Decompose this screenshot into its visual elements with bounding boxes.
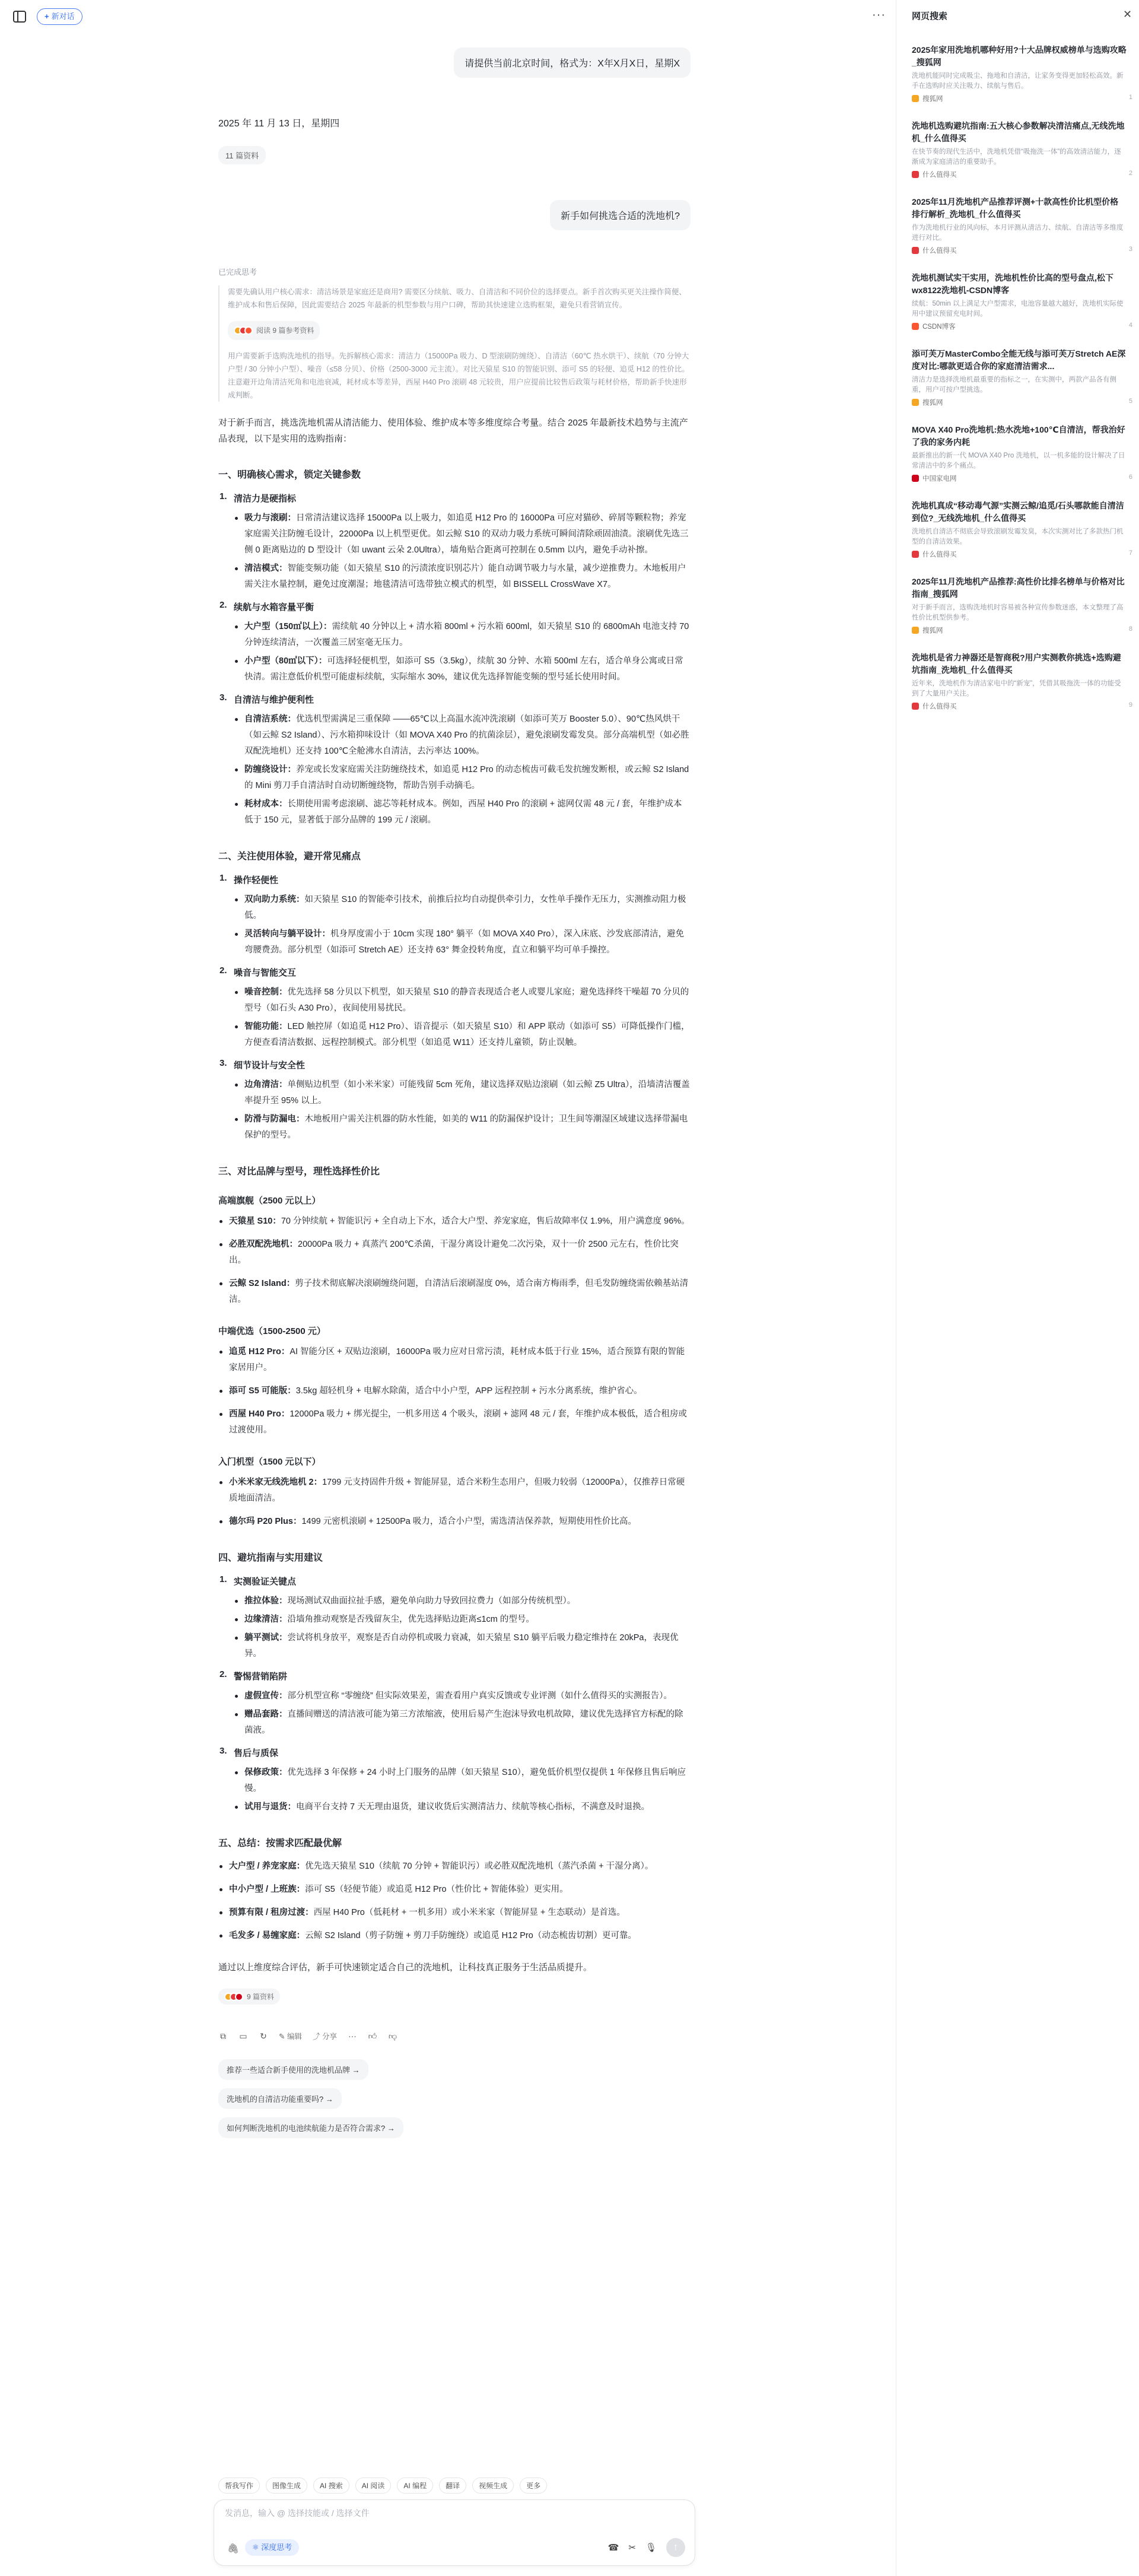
list-item [218,1383,691,1399]
item-text: 日常清洁建议选择 15000Pa 以上吸力，如追觅 H12 Pro 的 16000Pa 可应对猫砂、碎屑等颗粒物；养宠家庭需关注防缠毛设计，22000Pa 以上机型更优。如云鲸 S10 的双动力吸力系统可瞬间清除顽固油渍。滚刷优先选三侧 0 距离贴边的 D 型设计（如 uwant 云朵 2.0Ultra），墙角贴合距离可控制在 0.5mm 以内，避免手动补擦。 [244,513,689,555]
bullet-list [234,1765,691,1815]
result-source [912,170,1132,179]
result-index: 9 [1128,701,1132,709]
result-source [912,549,1132,559]
item-text: 木地板用户需关注机器的防水性能，如美的 W11 的防漏保护设计；卫生间等潮湿区域建议选择带漏电保护的型号。 [244,1114,688,1140]
bullet-list [234,984,691,1051]
result-snippet: 洗地机自清洁不彻底会导致滚刷发霉发臭，本次实测对比了多款热门机型的自清洁效果。 [912,528,1124,545]
numbered-item [218,1058,691,1144]
list-item [234,984,691,1017]
list-item [218,1859,691,1875]
source-name: 搜狐网 [922,96,943,103]
item-key: 保修政策： [244,1768,288,1777]
user-bubble: 请提供当前北京时间，格式为：X年X月X日，星期X [454,47,691,78]
bullet-list [234,1593,691,1662]
answer-closing: 通过以上维度综合评估，新手可快速锁定适合自己的洗地机，让科技真正服务于生活品质提升。 [218,1962,593,1973]
item-text: 直播间赠送的清洁液可能为第三方浓缩液，使用后易产生泡沫导致电机故障，建议优先选择官方标配的除菌液。 [244,1710,683,1735]
item-text: AI 智能分区 + 双贴边滚刷，16000Pa 吸力应对日常污渍，耗材成本低于行业 15%，适合预算有限的智能家居用户。 [229,1347,685,1373]
item-text: 剪子技术彻底解决滚刷缠绕问题，自清洁后滚刷湿度 0%，适合南方梅雨季，但毛发防缠绕需依赖基站清洁。 [229,1279,689,1304]
section-heading: 二、关注使用体验，避开常见痛点 [218,852,361,862]
list-item [234,561,691,593]
user-message [218,200,691,230]
result-index: 7 [1128,549,1132,557]
skill-button[interactable]: 图像生成 [266,2477,307,2494]
result-source [912,94,1132,103]
sidebar-toggle-icon[interactable] [13,11,26,23]
assistant-answer: 2025 年 11 月 13 日，星期四 [218,119,340,129]
list-item [218,1905,691,1921]
source-logos [234,326,253,335]
item-text: 3.5kg 超轻机身 + 电解水除菌，适合中小户型，APP 远程控制 + 污水分离系统，维护省心。 [295,1386,642,1396]
item-key: 天猿星 S10： [229,1216,281,1226]
result-index: 6 [1128,474,1132,481]
source-name: 搜狐网 [922,399,943,406]
list-item [218,1475,691,1507]
item-text: 可选择轻便机型，如添可 S5（3.5kg），续航 30 分钟、水箱 500ml 左右，适合单身公寓或日常快清。需注意低价机型可能虚标续航，实际缩水 30%，建议优先选择智能变频的型号延长使用时间。 [244,656,683,682]
result-title[interactable]: 洗地机是省力神器还是智商税?用户实测教你挑选+选购避坑指南_洗地机_什么值得买 [912,653,1121,675]
list-item [234,1630,691,1662]
item-title: 操作轻便性 [234,875,279,885]
list-item [234,1593,691,1609]
result-index: 1 [1128,94,1132,101]
item-text: 部分机型宣称 “零缠绕” 但实际效果差，需查看用户真实反馈或专业评测（如什么值得买的实测报告）。 [287,1691,672,1701]
microphone-icon[interactable]: 🎙︎ [645,2543,657,2553]
item-text: 长期使用需考虑滚刷、滤芯等耗材成本。例如，西屋 H40 Pro 的滚刷 + 滤网仅需 48 元 / 套，年维护成本低于 150 元，显著低于部分品牌的 199 元 / 滚刷。 [244,799,682,825]
brain-icon: ⚛ [252,2543,262,2552]
numbered-list [218,1574,691,1815]
item-key: 试用与退货： [244,1802,296,1812]
result-source [912,701,1132,711]
item-number: 2. [219,600,227,610]
search-sources-pill[interactable]: 阅读 9 篇参考资料 [228,321,320,340]
search-results [912,44,1132,728]
list-item [234,712,691,760]
item-number: 1. [219,1574,227,1584]
source-logos [224,1993,243,2001]
bullet-list [234,712,691,828]
item-number: 2. [219,965,227,976]
result-title[interactable]: 洗地机测试实干实用，洗地机性价比高的型号盘点,松下wx8122洗地机-CSDN博客 [912,273,1113,295]
list-item [218,1882,691,1898]
list-item [234,1707,691,1739]
result-index: 5 [1128,398,1132,405]
list-item [234,796,691,828]
user-message [218,47,691,78]
plus-icon: + [44,12,49,21]
thinking-block [218,266,691,402]
list-item [234,1765,691,1797]
result-snippet: 最新推出的新一代 MOVA X40 Pro 洗地机，以一机多能的设计解决了日常清洁中的多个痛点。 [912,452,1125,469]
close-icon[interactable]: ✕ [1123,8,1132,20]
list-item [234,1077,691,1109]
item-text: 优先选择 58 分贝以下机型，如天猿星 S10 的静音表现适合老人或婴儿家庭；避免选择终干噪超 70 分贝的型号（如石头 A30 Pro），夜间使用易扰民。 [244,987,689,1013]
references-pill[interactable]: 11 篇资料 [218,146,266,164]
item-key: 自清洁系统： [244,714,296,724]
bullet-list [234,892,691,958]
item-text: 沿墙角推动观察是否残留灰尘，优先选择贴边距离≤1cm 的型号。 [287,1615,534,1624]
message-composer [214,2499,695,2566]
result-title[interactable]: 2025年11月洗地机产品推荐评测+十款高性价比机型价格排行解析_洗地机_什么值得买 [912,197,1119,219]
result-source [912,474,1132,483]
item-text: 12000Pa 吸力 + 绑光提尘，一机多用送 4 个吸头，滚刷 + 滤网 48 元 / 套，年维护成本极低，适合租房或过渡使用。 [229,1409,687,1435]
list-item [234,762,691,794]
list-item [218,1214,691,1230]
item-key: 清洁模式： [244,564,288,573]
result-title[interactable]: 添可芙万MasterCombo全能无线与添可芙万Stretch AE深度对比:哪款更适合你的家庭清洁需求... [912,349,1126,371]
composer-actions [608,2538,685,2557]
result-title[interactable]: 2025年家用洗地机哪种好用?十大品牌权威榜单与选购攻略_搜狐网 [912,45,1127,67]
item-key: 赠品套路： [244,1710,288,1719]
result-title[interactable]: 洗地机真成“移动毒气源”实测云鲸/追觅/石头哪款能自清洁到位?_无线洗地机_什么值得买 [912,501,1124,523]
section-heading: 四、避坑指南与实用建议 [218,1553,323,1563]
tier-list [218,1475,691,1530]
list-item [234,510,691,558]
item-number: 1. [219,491,227,501]
bullet-list [234,619,691,685]
bookmark-icon[interactable]: ▭ [239,2031,247,2041]
bullet-list [234,1077,691,1144]
item-number: 1. [219,873,227,883]
thumbs-up-icon[interactable]: 👍︎ [368,2031,377,2041]
follow-up-pill[interactable]: 如何判断洗地机的电池续航能力是否符合需求? → [218,2117,403,2138]
item-key: 添可 S5 可能版： [229,1386,296,1396]
list-item [234,926,691,958]
edit-icon: ✎ [279,2032,287,2041]
thinking-paragraph: 需要先确认用户核心需求：清洁场景是家庭还是商用? 需要区分续航、吸力、自清洁和不同价位的选择要点。新手首次购买更关注操作简便、维护成本和售后保障，因此需要结合 2025 年最新的机型参数与用户口碑，帮助其快速建立选购框架，避免只看营销宣传。 [228,288,686,309]
bullet-list [234,1688,691,1739]
list-item [234,1019,691,1051]
item-text: 智能变频功能（如天猿星 S10 的污渍浓度识别芯片）能自动调节吸力与水量，减少逆推费力。木地板用户需关注水量控制，避免过度潮湿；地毯清洁可选带独立模式的机型，如 BISSELL CrossWave X7。 [244,564,686,589]
skill-button[interactable]: AI 搜索 [313,2477,349,2494]
item-title: 实测验证关键点 [234,1577,297,1587]
new-chat-button[interactable]: + 新对话 [37,8,82,25]
result-index: 4 [1128,322,1132,329]
source-name: 中国家电网 [922,475,957,482]
numbered-list [218,873,691,1144]
deep-think-button[interactable]: ⚛ 深度思考 [245,2539,299,2556]
result-index: 3 [1128,246,1132,253]
user-bubble: 新手如何挑选合适的洗地机? [550,200,691,230]
numbered-item [218,1574,691,1662]
result-title[interactable]: 洗地机选购避坑指南:五大核心参数解决清洁痛点,无线洗地机_什么值得买 [912,121,1125,143]
list-item [234,1111,691,1144]
result-snippet: 在快节奏的现代生活中，洗地机凭借“吸拖洗一体”的高效清洁能力，逐渐成为家庭清洁的重要助手。 [912,148,1121,166]
list-item [218,1406,691,1438]
result-source [912,398,1132,407]
summary-list [218,1859,691,1944]
item-key: 噪音控制： [244,987,288,997]
source-logo-icon [912,323,919,330]
numbered-item [218,693,691,828]
item-title: 续航与水箱容量平衡 [234,602,314,612]
item-number: 3. [219,1746,227,1756]
answer-intro: 对于新手而言，挑选洗地机需从清洁能力、使用体验、维护成本等多维度综合考量。结合 2025 年最新技术趋势与主流产品表现，以下是实用的选购指南： [218,418,688,444]
web-search-panel [896,0,1139,2576]
search-result[interactable] [912,120,1132,179]
list-item [218,1514,691,1530]
list-item [234,892,691,924]
source-name: 什么值得买 [922,703,957,710]
search-result[interactable] [912,196,1132,255]
result-source [912,322,1132,331]
attach-icon[interactable]: 🖇︎ [227,2544,240,2554]
result-snippet: 洗地机能同时完成吸尘、拖地和自清洁，让家务变得更加轻松高效。新手在选购时应关注吸力、续航与售后。 [912,72,1124,90]
search-result[interactable] [912,652,1132,711]
item-key: 躺平测试： [244,1633,288,1643]
item-key: 防滑与防漏电： [244,1114,305,1124]
item-number: 3. [219,693,227,703]
search-result[interactable] [912,424,1132,483]
source-logo-icon [912,627,919,634]
item-key: 云鲸 S2 Island： [229,1279,295,1288]
item-text: 机身厚度需小于 10cm 实现 180° 躺平（如 MOVA X40 Pro），深入床底、沙发底部清洁，避免弯腰费劲。部分机型（如添可 Stretch AE）还支持 63° 舞金投转角度，直立和躺平均可单手操控。 [244,929,685,955]
item-text: 优先选天猿星 S10（续航 70 分钟 + 智能识污）或必胜双配洗地机（蒸汽杀菌 + 干湿分离）。 [305,1862,654,1871]
phone-call-icon[interactable]: ☎︎ [607,2543,619,2553]
item-text: 单侧贴边机型（如小米米家）可能残留 5cm 死角，建议选择双贴边滚刷（如云鲸 Z5 Ultra），沿墙清洁覆盖率提升至 95% 以上。 [244,1080,690,1106]
chat-thread [218,36,691,2146]
bullet-list [234,510,691,593]
numbered-item [218,1746,691,1815]
follow-up-pill[interactable]: 洗地机的自清洁功能重要吗? → [218,2088,342,2109]
result-index: 2 [1128,170,1132,177]
source-logo-icon [912,247,919,254]
top-bar [0,0,896,34]
list-item [218,1237,691,1269]
item-key: 预算有限 / 租房过渡： [229,1908,314,1917]
more-icon[interactable]: ··· [348,2031,357,2041]
item-number: 2. [219,1669,227,1679]
more-options-icon[interactable]: ··· [872,8,886,21]
message-actions [218,2031,691,2041]
thinking-paragraph: 用户需要新手选购洗地机的指导。先拆解核心需求：清洁力（15000Pa 吸力、D 型滚刷防缠绕）、自清洁（60℃ 热水烘干）、续航（70 分钟大户型 / 30 分钟小户型）、噪音（≤58 分贝）、价格（2500-3000 元主流）。对比天猿星 S10 的智能识别、添可 S5 的轻便、追觅 H12 的性价比。注意避开边角清洁死角和电池衰减，耗材成本等差异，西屋 H40 Pro 滚刷 48 元较贵，用户应提前比较售后政策与耗材价格，帮助新手快速形成判断。 [228,352,689,399]
list-item [218,1276,691,1308]
item-text: LED 触控屏（如追觅 H12 Pro）、语音提示（如天猿星 S10）和 APP 联动（如添可 S5）可降低操作门槛，方便查看清洁数据、远程控制模式。部分机型（如追觅 W11）还支持儿童锁，防止误触。 [244,1022,690,1047]
item-key: 智能功能： [244,1022,288,1031]
send-button[interactable]: ↑ [666,2538,685,2557]
search-result[interactable] [912,348,1132,407]
tier-list [218,1344,691,1438]
item-key: 必胜双配洗地机： [229,1240,298,1249]
item-key: 双向助力系统： [244,895,305,904]
thumbs-down-icon[interactable]: 👎︎ [388,2031,397,2041]
result-snippet: 作为洗地机行业的风向标，本月评测从清洁力、续航、自清洁等多维度进行对比。 [912,224,1124,242]
numbered-item [218,873,691,958]
source-name: CSDN博客 [922,323,956,331]
item-key: 小米米家无线洗地机 2： [229,1478,323,1487]
source-logo-icon [912,171,919,178]
share-button[interactable]: ⤴ 分享 [312,2032,337,2041]
copy-icon[interactable]: ⧉ [220,2031,226,2041]
item-text: 70 分钟续航 + 智能识污 + 全自动上下水，适合大户型、养宠家庭，售后故障率仅 1.9%，用户满意度 96%。 [281,1216,690,1226]
item-text: 尝试将机身放平，观察是否自动停机或吸力衰减，如天猿星 S10 躺平后吸力稳定维持在 20kPa，表现优异。 [244,1633,679,1659]
item-key: 虚假宣传： [244,1691,288,1701]
result-source [912,246,1132,255]
item-text: 1799 元支持固件升级 + 智能屏显，适合米粉生态用户，但吸力较弱（12000Pa），仅推荐日常硬质地面清洁。 [229,1478,685,1503]
source-name: 什么值得买 [922,171,957,179]
item-text: 添可 S5（轻便节能）或追觅 H12 Pro（性价比 + 智能体验）更实用。 [305,1885,568,1894]
result-snippet: 对于新手而言，选购洗地机时容易被各种宣传参数迷惑，本文整理了高性价比机型供参考。 [912,604,1124,621]
item-title: 售后与质保 [234,1748,279,1758]
follow-up-suggestions [218,2059,691,2138]
item-key: 西屋 H40 Pro： [229,1409,290,1419]
result-snippet: 续航：50min 以上满足大户型需求，电池容量越大越好，洗地机实际使用中建议预留充电时间。 [912,300,1124,317]
item-key: 防缠绕设计： [244,765,296,774]
search-result[interactable] [912,272,1132,331]
item-title: 自清洁与维护便利性 [234,695,314,705]
item-number: 3. [219,1058,227,1068]
skill-button[interactable]: 视频生成 [472,2477,514,2494]
list-item [218,1344,691,1376]
item-text: 西屋 H40 Pro（低耗材 + 一机多用）或小米米家（智能屏显 + 生态联动）是首选。 [313,1908,625,1917]
section-heading: 三、对比品牌与型号，理性选择性价比 [218,1167,380,1177]
brand-tiers [218,1194,691,1530]
list-item [234,619,691,651]
thinking-toggle[interactable]: 已完成思考 [218,268,257,277]
item-text: 20000Pa 吸力 + 真蒸汽 200℃杀菌，干湿分离设计避免二次污染，双十一价 2500 元左右，性价比突出。 [229,1240,679,1265]
item-key: 追觅 H12 Pro： [229,1347,290,1357]
item-text: 需续航 40 分钟以上 + 清水箱 800ml + 污水箱 600ml，如天猿星 S10 的 6800mAh 电池支持 70 分钟连续清洁，一次覆盖三居室毫无压力。 [244,622,689,647]
edit-button[interactable]: ✎ 编辑 [279,2032,302,2041]
source-name: 什么值得买 [922,551,957,558]
share-icon: ⤴ [312,2032,322,2041]
source-logo-icon [912,475,919,482]
search-result[interactable] [912,576,1132,635]
search-result[interactable] [912,500,1132,559]
tier-title: 中端优选（1500-2500 元） [218,1326,326,1336]
follow-up-pill[interactable]: 推荐一些适合新手使用的洗地机品牌 → [218,2059,368,2080]
item-text: 优选机型需满足三重保障 ——65℃以上高温水流冲洗滚刷（如添可芙万 Booster 5.0）、90℃热风烘干（如云鲸 S2 Island）、污水箱抑味设计（如 MOVA X40 Pro 的抗菌涂层），避免滚刷发霉发臭。部分高端机型（如必胜双配洗地机）还支持 100℃全舱沸水自清洁，去污率达 100%。 [244,714,689,756]
tier-title: 入门机型（1500 元以下） [218,1457,321,1467]
item-key: 耗材成本： [244,799,288,809]
numbered-list [218,491,691,828]
skill-button[interactable]: 翻译 [439,2477,466,2494]
thinking-content [218,285,691,402]
result-index: 8 [1128,625,1132,633]
item-title: 噪音与智能交互 [234,968,297,978]
skill-button[interactable]: 更多 [520,2477,547,2494]
skill-button[interactable]: 帮我写作 [218,2477,260,2494]
item-key: 大户型 / 养宠家庭： [229,1862,306,1871]
source-logo-icon [912,551,919,558]
message-input[interactable] [225,2508,676,2518]
numbered-item [218,600,691,685]
numbered-item [218,965,691,1051]
source-logo-icon [912,703,919,710]
item-key: 大户型（150㎡以上）： [244,622,332,631]
skill-toolbar [218,2477,547,2494]
section-heading: 一、明确核心需求，锁定关键参数 [218,470,361,480]
item-text: 优先选择 3 年保修 + 24 小时上门服务的品牌（如天猿星 S10），避免低价机型仅提供 1 年保修且售后响应慢。 [244,1768,686,1793]
references-pill[interactable]: 9 篇资料 [218,1989,280,2005]
tier-title: 高端旗舰（2500 元以上） [218,1196,321,1206]
list-item [234,1688,691,1704]
skill-button[interactable]: AI 阅读 [355,2477,392,2494]
item-key: 灵活转向与躺平设计： [244,929,330,939]
item-key: 德尔玛 P20 Plus： [229,1517,302,1526]
item-key: 中小户型 / 上班族： [229,1885,306,1894]
panel-title: 网页搜索 [912,11,948,21]
source-name: 什么值得买 [922,247,957,255]
result-title[interactable]: 2025年11月洗地机产品推荐:高性价比排名榜单与价格对比指南_搜狐网 [912,577,1125,599]
source-name: 搜狐网 [922,627,943,634]
result-snippet: 清洁力是选择洗地机最重要的指标之一，在实测中，两款产品各有侧重，用户可按户型挑选。 [912,376,1116,393]
item-text: 现场测试双曲面拉扯手感，避免单向助力导致回拉费力（如部分传统机型）。 [287,1596,576,1606]
numbered-item [218,1669,691,1739]
item-text: 云鲸 S2 Island（剪子防缠 + 剪刀手防缠绕）或追觅 H12 Pro（动态梳齿切割）更可靠。 [305,1931,637,1940]
item-text: 1499 元密机滚刷 + 12500Pa 吸力，适合小户型，需选清洁保养款，短期使用性价比高。 [301,1517,637,1526]
section-heading: 五、总结：按需求匹配最优解 [218,1838,342,1848]
list-item [218,1928,691,1944]
numbered-item [218,491,691,593]
item-key: 小户型（80㎡以下）： [244,656,327,666]
item-text: 养宠或长发家庭需关注防缠绕技术，如追觅 H12 Pro 的动态梳齿可截毛发抗缠发断根，或云鲸 S2 Island 的 Mini 剪刀手自清洁时自动切断缠绕物，帮助告别手动摘毛。 [244,765,689,790]
item-title: 警惕营销陷阱 [234,1672,288,1682]
list-item [234,1612,691,1628]
item-title: 清洁力是硬指标 [234,494,297,504]
search-result[interactable] [912,44,1132,103]
list-item [234,1799,691,1815]
item-key: 边缘清洁： [244,1615,288,1624]
source-logo-icon [912,399,919,406]
result-title[interactable]: MOVA X40 Pro洗地机:热水洗地+100℃自清洁，帮我治好了我的家务内耗 [912,425,1125,447]
item-key: 吸力与滚刷： [244,513,296,523]
skill-button[interactable]: AI 编程 [397,2477,433,2494]
item-key: 推拉体验： [244,1596,288,1606]
item-text: 如天猿星 S10 的智能牵引技术，前推后拉均自动提供牵引力，女性单手操作无压力，实测推动阻力极低。 [244,895,686,920]
scissors-icon[interactable]: ✂︎ [628,2543,636,2553]
list-item [234,653,691,685]
item-key: 边角清洁： [244,1080,288,1090]
item-text: 电商平台支持 7 天无理由退货，建议收货后实测清洁力、续航等核心指标，不满意及时退换。 [296,1802,650,1812]
item-key: 毛发多 / 易缠家庭： [229,1931,306,1940]
item-title: 细节设计与安全性 [234,1060,306,1071]
regenerate-icon[interactable]: ↻ [260,2031,267,2041]
tier-list [218,1214,691,1308]
result-snippet: 近年来，洗地机作为清洁家电中的“新宠”，凭借其吸拖洗一体的功能受到了大量用户关注。 [912,680,1121,697]
source-logo-icon [912,95,919,102]
result-source [912,625,1132,635]
